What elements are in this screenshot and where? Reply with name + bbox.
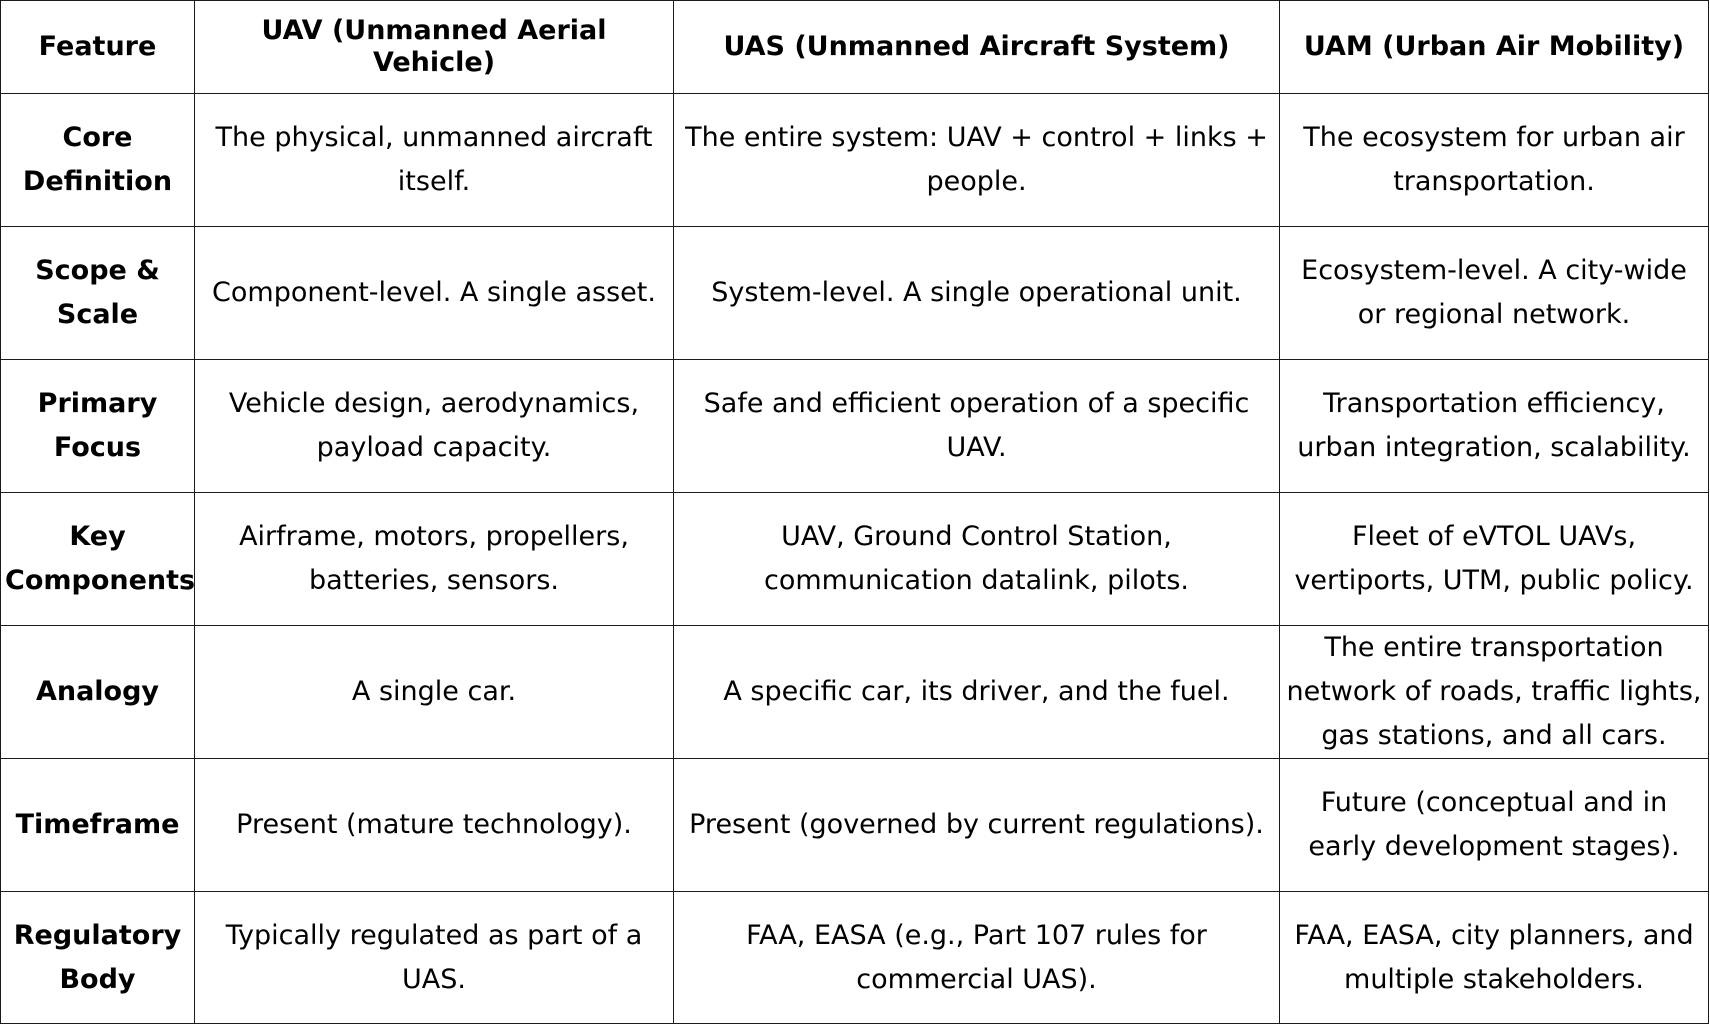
row-uas-cell: System-level. A single operational unit. <box>674 227 1280 360</box>
row-uas-cell: The entire system: UAV + control + links + people. <box>674 94 1280 227</box>
row-uam-cell: Future (conceptual and in early development stages). <box>1280 759 1709 892</box>
row-uav-cell: Typically regulated as part of a UAS. <box>195 892 674 1024</box>
row-uam-cell: Transportation efficiency, urban integration, scalability. <box>1280 360 1709 493</box>
table-row <box>1 493 1709 626</box>
row-uas-cell: FAA, EASA (e.g., Part 107 rules for commercial UAS). <box>674 892 1280 1024</box>
row-uas-cell: A specific car, its driver, and the fuel. <box>674 626 1280 759</box>
row-uam-cell: FAA, EASA, city planners, and multiple stakeholders. <box>1280 892 1709 1024</box>
table-row <box>1 94 1709 227</box>
row-uav-cell: The physical, unmanned aircraft itself. <box>195 94 674 227</box>
row-uam-cell: The entire transportation network of roads, traffic lights, gas stations, and all cars. <box>1280 626 1709 759</box>
header-uas: UAS (Unmanned Aircraft System) <box>674 1 1280 94</box>
row-uam-cell: Fleet of eVTOL UAVs, vertiports, UTM, public policy. <box>1280 493 1709 626</box>
table-row <box>1 227 1709 360</box>
row-feature-label: Primary Focus <box>1 360 195 493</box>
table-row <box>1 626 1709 759</box>
row-feature-label: Key Components <box>1 493 195 626</box>
table-row <box>1 759 1709 892</box>
row-uam-cell: The ecosystem for urban air transportation. <box>1280 94 1709 227</box>
row-feature-label: Timeframe <box>1 759 195 892</box>
row-feature-label: Regulatory Body <box>1 892 195 1024</box>
row-uav-cell: Airframe, motors, propellers, batteries, sensors. <box>195 493 674 626</box>
row-feature-label: Analogy <box>1 626 195 759</box>
row-feature-label: Core Definition <box>1 94 195 227</box>
row-feature-label: Scope & Scale <box>1 227 195 360</box>
row-uav-cell: Present (mature technology). <box>195 759 674 892</box>
row-uam-cell: Ecosystem-level. A city-wide or regional network. <box>1280 227 1709 360</box>
header-row <box>1 1 1709 94</box>
row-uas-cell: Safe and efficient operation of a specific UAV. <box>674 360 1280 493</box>
row-uav-cell: Component-level. A single asset. <box>195 227 674 360</box>
row-uas-cell: Present (governed by current regulations). <box>674 759 1280 892</box>
header-uav: UAV (Unmanned Aerial Vehicle) <box>195 1 674 94</box>
header-uam: UAM (Urban Air Mobility) <box>1280 1 1709 94</box>
row-uas-cell: UAV, Ground Control Station, communication datalink, pilots. <box>674 493 1280 626</box>
row-uav-cell: A single car. <box>195 626 674 759</box>
table-row <box>1 892 1709 1024</box>
row-uav-cell: Vehicle design, aerodynamics, payload capacity. <box>195 360 674 493</box>
table-row <box>1 360 1709 493</box>
header-feature: Feature <box>1 1 195 94</box>
